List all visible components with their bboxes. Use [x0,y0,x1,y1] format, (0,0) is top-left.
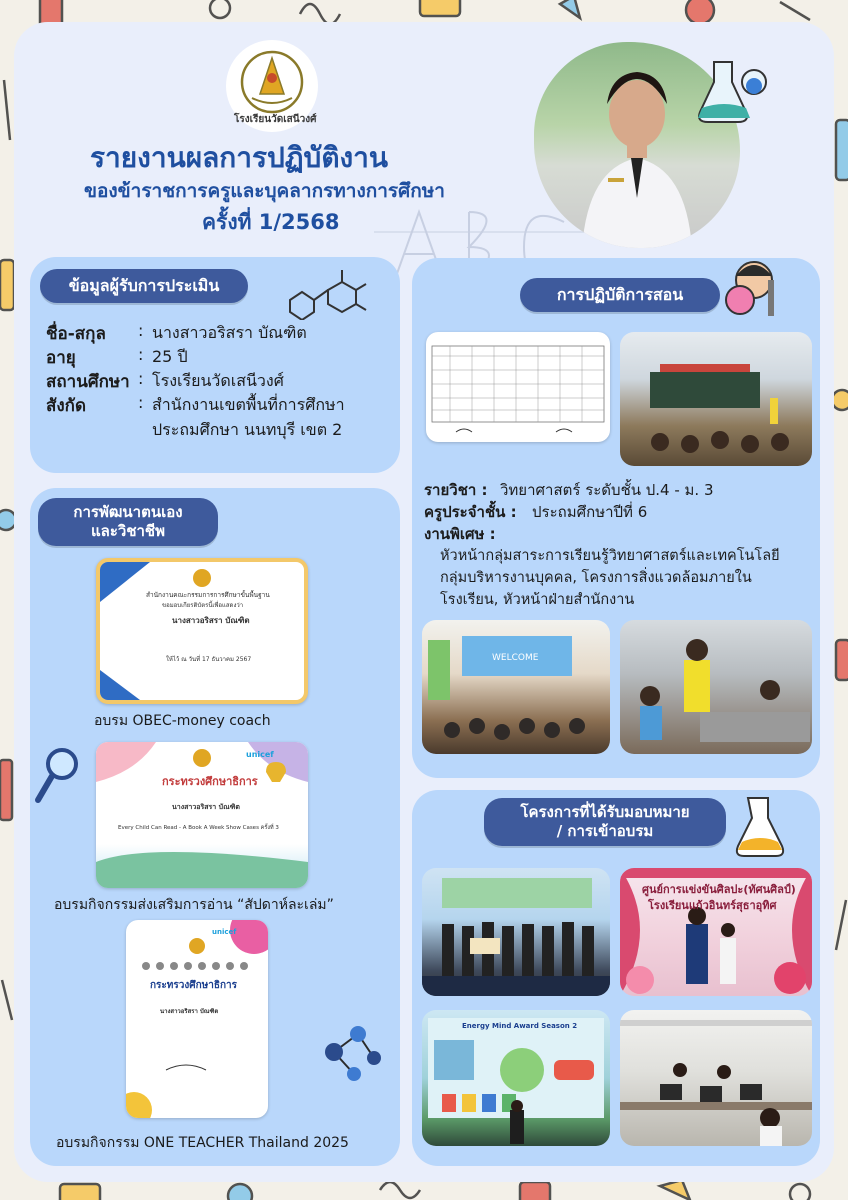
info-value-name: นางสาวอริสรา บัณฑิต [152,323,307,342]
homeroom-label: ครูประจำชั้น : [424,503,517,521]
lunch-duty-scene [620,620,812,754]
certificate-obec-money-coach [96,558,308,704]
info-colon: : [138,393,144,412]
info-value-affiliation: สำนักงานเขตพื้นที่การศึกษา [152,395,345,414]
page-title: รายงานผลการปฏิบัติงาน [90,141,389,174]
info-value-school: โรงเรียนวัดเสนีวงศ์ [152,371,284,390]
art-sign-line2: โรงเรียนแก้วอินทร์สุธาอุทิศ [648,899,777,912]
classroom-photo [620,332,812,466]
special-duty-label: งานพิเศษ : [424,525,496,543]
certificate-decoration [96,742,308,888]
art-sign-line1: ศูนย์การแข่งขันศิลปะ(ทัศนศิลป์) [642,883,796,896]
flask-icon [694,52,774,132]
subject-label: รายวิชา : [424,481,488,499]
energy-banner-text: Energy Mind Award Season 2 [462,1022,578,1030]
report-round: ครั้งที่ 1/2568 [202,210,340,234]
lunch-duty-photo [620,620,812,754]
molecule-icon [282,260,372,320]
projects-heading-line2: / การเข้าอบรม [556,822,654,840]
award-ceremony-photo [422,868,610,996]
cert3-org: กระทรวงศึกษาธิการ [150,980,238,991]
subject-value: วิทยาศาสตร์ ระดับชั้น ป.4 - ม. 3 [500,481,714,499]
projects-heading [484,798,726,846]
projects-heading-line1: โครงการที่ได้รับมอบหมาย [520,803,690,821]
info-value-age: 25 ปี [152,347,188,366]
page-subtitle: ของข้าราชการครูและบุคลากรทางการศึกษา [84,180,445,202]
certificate-frame [100,562,304,700]
school-event-photo [422,620,610,754]
timetable-grid [426,332,610,442]
caption-obec-money-coach: อบรม OBEC-money coach [94,713,271,729]
info-label-school: สถานศึกษา [46,372,130,392]
energy-award-photo [422,1010,610,1146]
award-ceremony-scene [422,868,610,996]
caption-reading-week: อบรมกิจกรรมส่งเสริมการอ่าน “สัปดาห์ละเล่ม” [54,897,334,913]
cert1-date: ให้ไว้ ณ วันที่ 17 ธันวาคม 2567 [166,656,252,663]
info-label-affiliation: สังกัด [46,396,87,416]
development-heading-line2: และวิชาชีพ [90,522,165,540]
development-heading [38,498,218,546]
school-event-scene [422,620,610,754]
scientist-icon [718,250,788,320]
homeroom-value: ประถมศึกษาปีที่ 6 [532,503,648,521]
energy-award-scene [422,1010,610,1146]
certificate-decoration [126,920,268,1118]
molecule-cluster-icon [314,1012,394,1092]
info-colon: : [138,345,144,364]
report-page [14,22,834,1182]
cert1-org: สำนักงานคณะกรรมการการศึกษาขั้นพื้นฐาน [146,591,270,599]
school-logo-text: โรงเรียนวัดเสนีวงศ์ [234,114,317,125]
development-heading-line1: การพัฒนาตนเอง [73,503,183,521]
cert3-badge: unicef [212,928,237,936]
special-duty-line-1: หัวหน้ากลุ่มสาระการเรียนรู้วิทยาศาสตร์และเทคโนโลยี [440,548,780,564]
teaching-heading: การปฏิบัติการสอน [520,278,720,312]
art-competition-photo [620,868,812,996]
beaker-icon [730,792,790,862]
info-label-age: อายุ [46,348,76,368]
school-logo [226,40,318,132]
cert3-name: นางสาวอริสรา บัณฑิต [160,1008,219,1015]
certificate-reading-week [96,742,308,888]
class-timetable [426,332,610,442]
cert2-event: Every Child Can Read - A Book A Week Show Cases ครั้งที่ 3 [118,825,279,831]
info-colon: : [138,321,144,340]
certificate-one-teacher [126,920,268,1118]
info-colon: : [138,369,144,388]
info-value-affiliation-line2: ประถมศึกษา นนทบุรี เขต 2 [152,420,343,439]
cert1-line: ขอมอบเกียรติบัตรนี้เพื่อแสดงว่า [162,602,244,609]
svg-text:WELCOME: WELCOME [492,653,539,663]
cert2-name: นางสาวอริสรา บัณฑิต [172,803,240,811]
evaluatee-info-heading: ข้อมูลผู้รับการประเมิน [40,269,248,303]
magnifier-icon [32,742,82,812]
cert1-name: นางสาวอริสรา บัณฑิต [172,616,250,625]
special-duty-line-3: โรงเรียน, หัวหน้าฝ่ายสำนักงาน [440,592,635,608]
info-label-name: ชื่อ-สกุล [46,324,106,344]
cert2-org: กระทรวงศึกษาธิการ [162,775,258,788]
cert2-badge: unicef [246,750,274,759]
computer-lab-photo [620,1010,812,1146]
classroom-scene [620,332,812,466]
computer-lab-scene [620,1010,812,1146]
special-duty-line-2: กลุ่มบริหารงานบุคคล, โครงการสิ่งแวดล้อมภายใน [440,570,752,586]
caption-one-teacher: อบรมกิจกรรม ONE TEACHER Thailand 2025 [56,1135,349,1151]
